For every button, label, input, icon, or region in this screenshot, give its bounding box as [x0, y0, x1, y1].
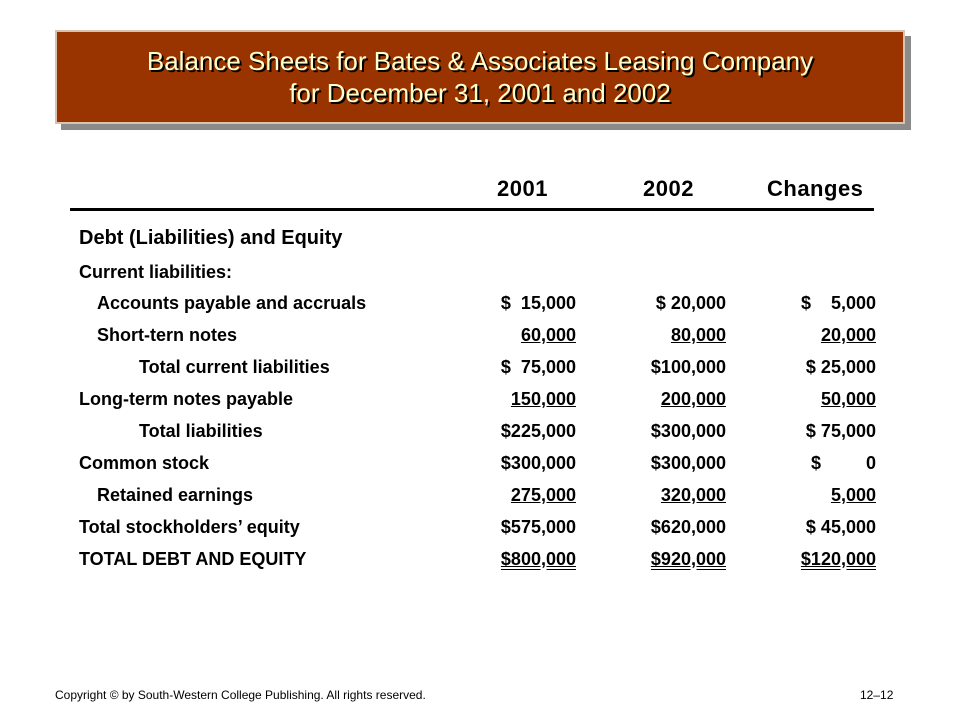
value-change: 20,000 — [820, 325, 876, 345]
value-2002: 320,000 — [660, 485, 726, 505]
value-change: $ 5,000 — [800, 293, 876, 313]
title-box — [55, 30, 905, 124]
table-row — [0, 485, 960, 511]
value-2001: $300,000 — [500, 453, 576, 473]
row-label: Retained earnings — [97, 485, 254, 505]
section-heading-row — [0, 227, 960, 253]
table-row — [0, 517, 960, 543]
page-number: 12–12 — [860, 688, 894, 702]
value-2002: $620,000 — [650, 517, 726, 537]
value-change: $ 0 — [810, 453, 876, 473]
value-change: $ 75,000 — [805, 421, 876, 441]
column-header-changes: Changes — [767, 176, 864, 201]
row-label: Total liabilities — [139, 421, 263, 441]
value-2001: $800,000 — [500, 549, 576, 569]
row-label: Total current liabilities — [139, 357, 330, 377]
subheading-row — [0, 262, 960, 288]
value-2002: 80,000 — [670, 325, 726, 345]
column-header-2002: 2002 — [643, 176, 694, 201]
value-2001: $575,000 — [500, 517, 576, 537]
row-label: Accounts payable and accruals — [97, 293, 367, 313]
row-label: Common stock — [79, 453, 210, 473]
table-row — [0, 325, 960, 351]
table-row — [0, 421, 960, 447]
table-row — [0, 453, 960, 479]
value-change: $120,000 — [800, 549, 876, 569]
row-label: Total stockholders’ equity — [79, 517, 300, 537]
table-row — [0, 357, 960, 383]
row-label: TOTAL DEBT AND EQUITY — [79, 549, 307, 569]
title-line-2: for December 31, 2001 and 2002 — [289, 78, 671, 108]
value-2002: $ 20,000 — [655, 293, 726, 313]
column-headers — [70, 176, 874, 211]
value-2001: $ 15,000 — [500, 293, 576, 313]
table-row — [0, 549, 960, 575]
value-2001: $ 75,000 — [500, 357, 576, 377]
title-line-1: Balance Sheets for Bates & Associates Leasing Company — [146, 46, 814, 76]
value-2001: 60,000 — [520, 325, 576, 345]
value-2002: 200,000 — [660, 389, 726, 409]
current-liabilities-heading: Current liabilities: — [79, 262, 233, 282]
row-label: Short-tern notes — [97, 325, 238, 345]
value-2002: $100,000 — [650, 357, 726, 377]
value-2001: 275,000 — [510, 485, 576, 505]
value-2001: 150,000 — [510, 389, 576, 409]
row-label: Long-term notes payable — [79, 389, 294, 409]
value-2002: $300,000 — [650, 421, 726, 441]
title-banner — [55, 30, 905, 126]
value-change: 50,000 — [820, 389, 876, 409]
value-change: $ 45,000 — [805, 517, 876, 537]
column-header-2001: 2001 — [497, 176, 548, 201]
value-2002: $920,000 — [650, 549, 726, 569]
table-row — [0, 293, 960, 319]
value-change: 5,000 — [830, 485, 876, 505]
section-heading: Debt (Liabilities) and Equity — [79, 227, 343, 249]
value-2002: $300,000 — [650, 453, 726, 473]
value-2001: $225,000 — [500, 421, 576, 441]
value-change: $ 25,000 — [805, 357, 876, 377]
table-row — [0, 389, 960, 415]
copyright-notice: Copyright © by South-Western College Publishing. All rights reserved. — [55, 688, 426, 702]
